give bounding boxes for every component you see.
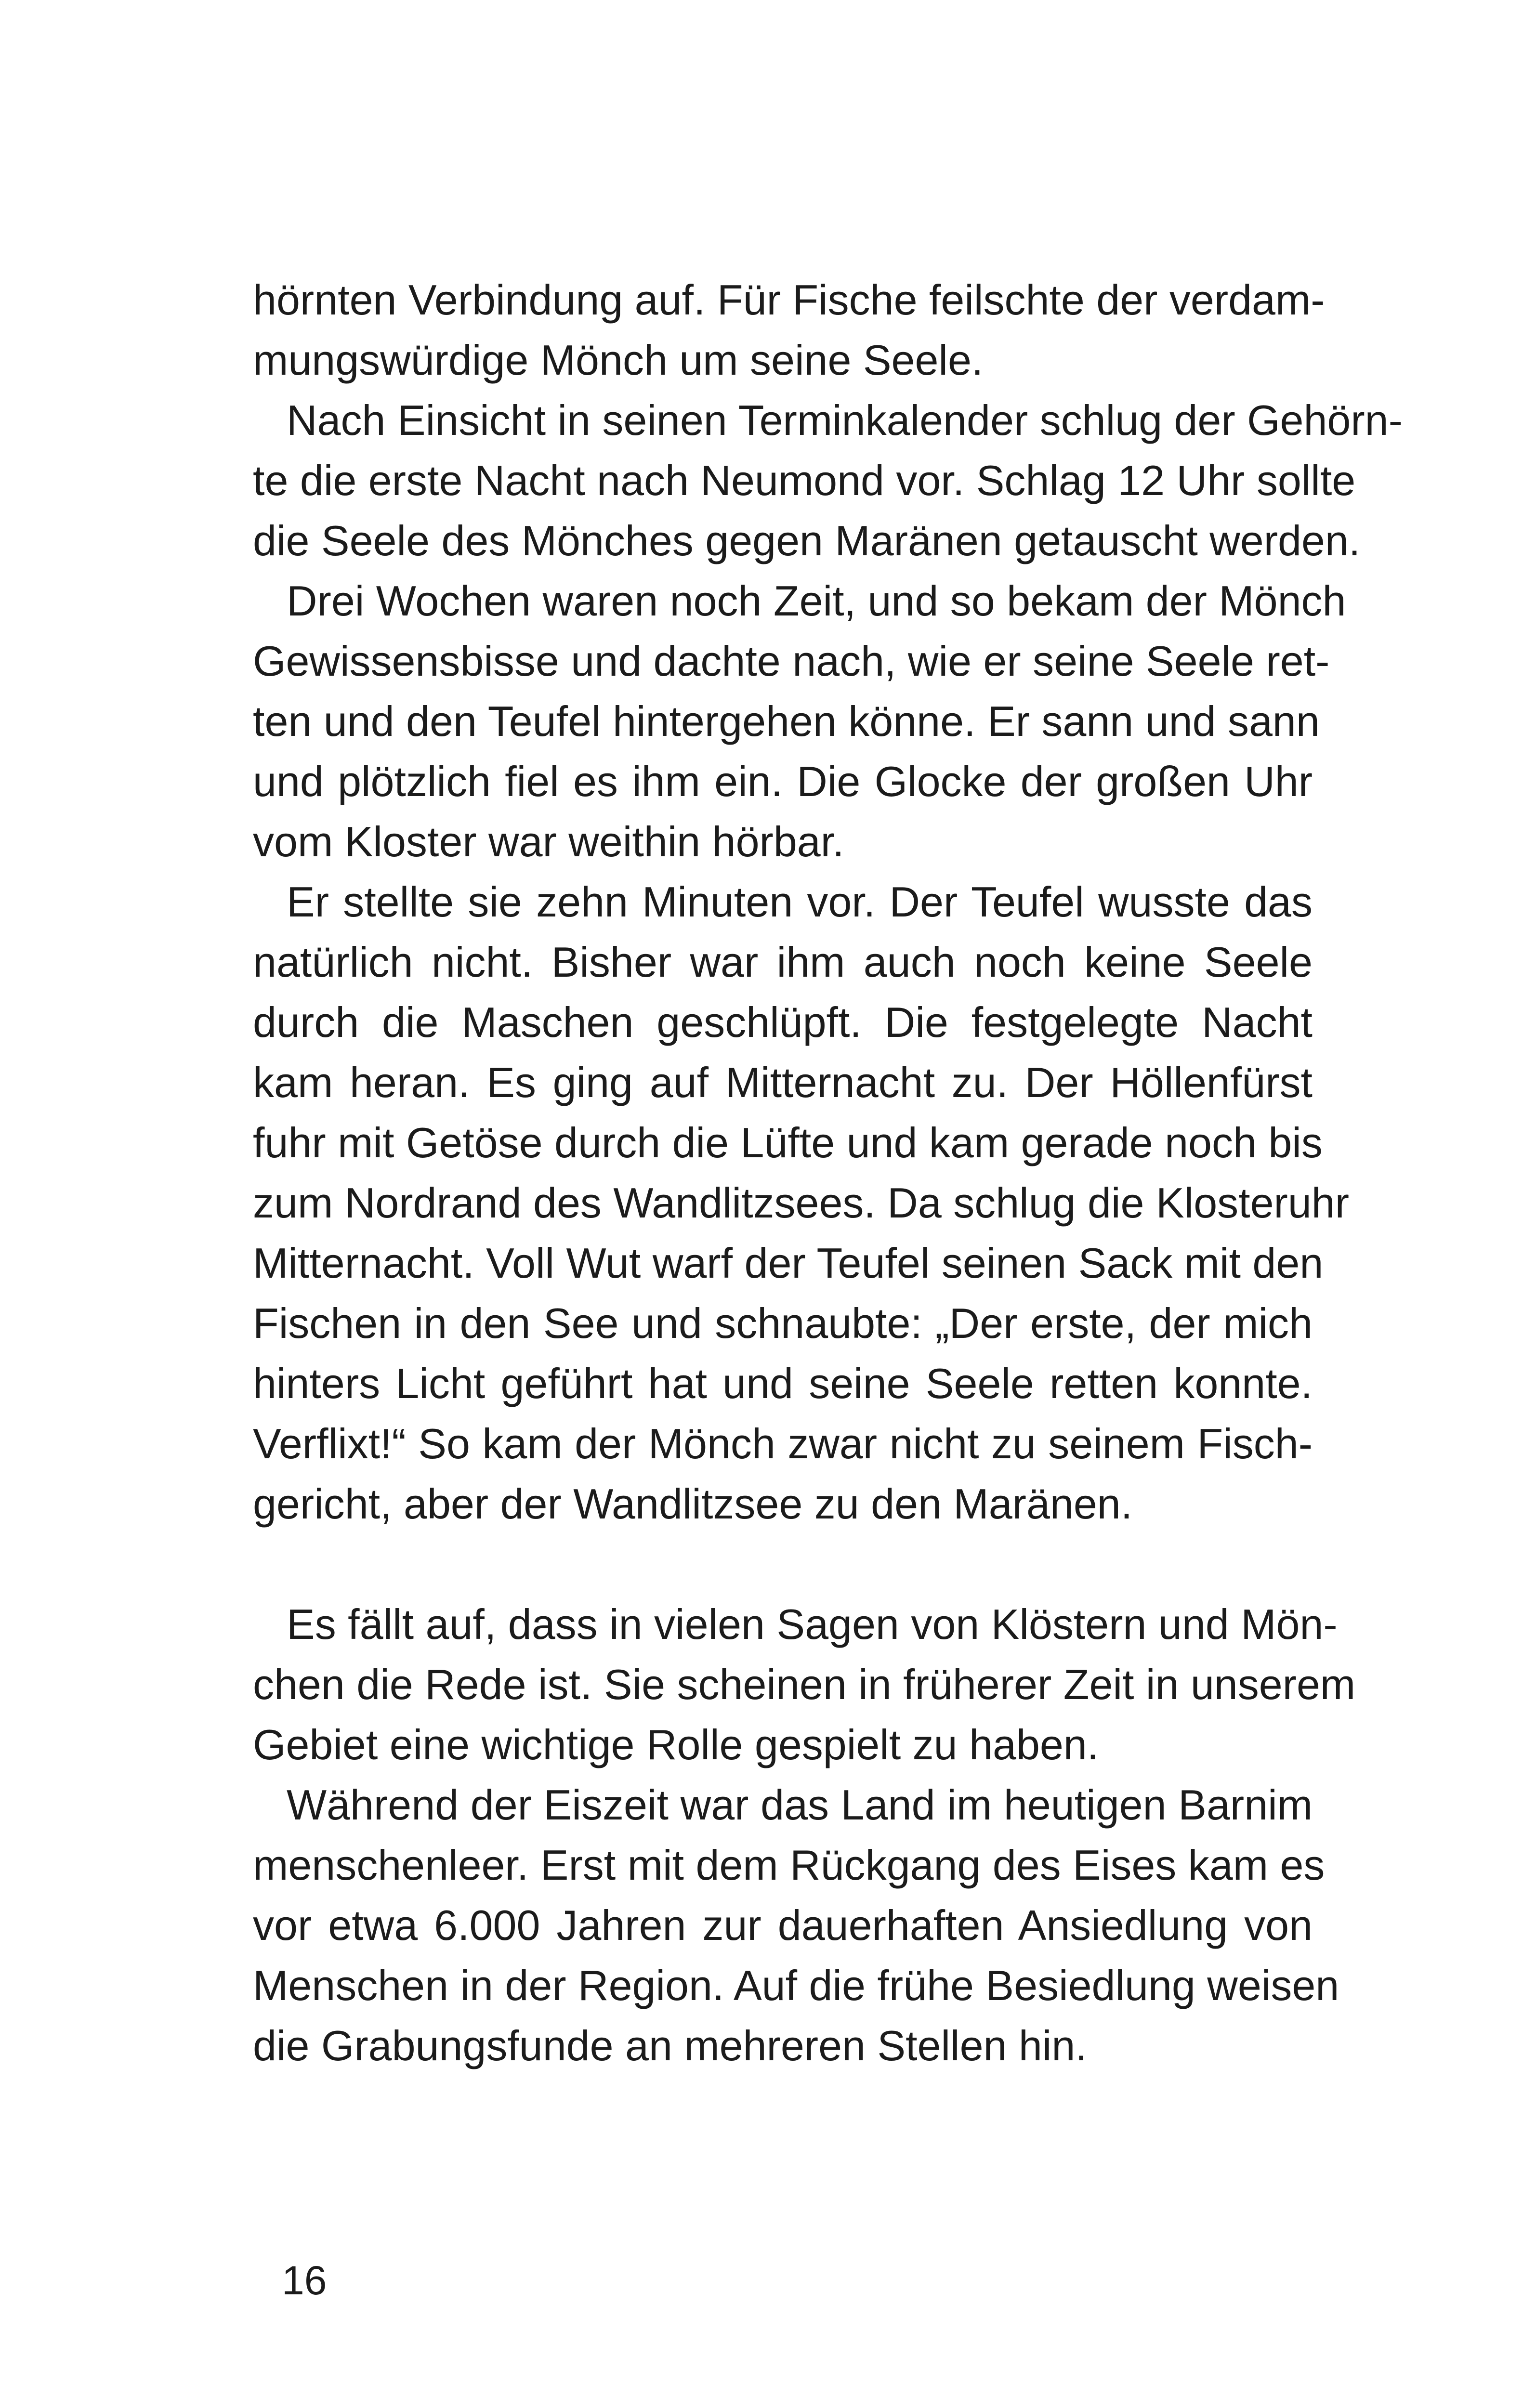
text-line: hinters Licht geführt hat und seine Seele retten konnte. [253, 1360, 1313, 1407]
text-line: Nach Einsicht in seinen Terminkalender schlug der Gehörn- [287, 396, 1403, 444]
paragraph [253, 1775, 1339, 2076]
text-line: Mitternacht. Voll Wut warf der Teufel seinen Sack mit den [253, 1239, 1324, 1287]
text-line: mungswürdige Mönch um seine Seele. [253, 336, 984, 384]
text-line: Er stellte sie zehn Minuten vor. Der Teufel wusste das [287, 878, 1313, 926]
text-line: Fischen in den See und schnaubte: „Der erste, der mich [253, 1299, 1313, 1347]
text-line: kam heran. Es ging auf Mitternacht zu. Der Höllenfürst [253, 1059, 1313, 1106]
text-line: durch die Maschen geschlüpft. Die festgelegte Nacht [253, 998, 1313, 1046]
text-line: chen die Rede ist. Sie scheinen in früherer Zeit in unserem [253, 1661, 1356, 1708]
text-line: natürlich nicht. Bisher war ihm auch noch keine Seele [253, 938, 1313, 986]
text-line: te die erste Nacht nach Neumond vor. Schlag 12 Uhr sollte [253, 457, 1356, 504]
paragraph [253, 571, 1346, 872]
paragraph [253, 1594, 1356, 1775]
text-line: gericht, aber der Wandlitzsee zu den Maränen. [253, 1480, 1133, 1528]
page-number: 16 [282, 2258, 327, 2303]
text-line: und plötzlich fiel es ihm ein. Die Glocke der großen Uhr [253, 758, 1313, 805]
paragraph [253, 270, 1325, 390]
text-line: vom Kloster war weithin hörbar. [253, 818, 844, 865]
body-text [253, 270, 1403, 2076]
text-line: Verflixt!“ So kam der Mönch zwar nicht zu seinem Fisch- [253, 1420, 1313, 1467]
text-line: die Grabungsfunde an mehreren Stellen hin. [253, 2022, 1087, 2069]
text-line: Gewissensbisse und dachte nach, wie er seine Seele ret- [253, 637, 1330, 685]
paragraph-gap [253, 1534, 1313, 1594]
text-line: Gebiet eine wichtige Rolle gespielt zu haben. [253, 1721, 1099, 1768]
text-line: Drei Wochen waren noch Zeit, und so bekam der Mönch [287, 577, 1346, 625]
text-line: hörnten Verbindung auf. Für Fische feilschte der verdam- [253, 276, 1325, 324]
text-line: ten und den Teufel hintergehen könne. Er sann und sann [253, 697, 1320, 745]
text-line: die Seele des Mönches gegen Maränen getauscht werden. [253, 517, 1361, 564]
text-line: Es fällt auf, dass in vielen Sagen von Klöstern und Mön- [287, 1600, 1338, 1648]
text-line: fuhr mit Getöse durch die Lüfte und kam gerade noch bis [253, 1119, 1323, 1166]
text-line: zum Nordrand des Wandlitzsees. Da schlug die Klosteruhr [253, 1179, 1350, 1227]
paragraph [253, 872, 1350, 1534]
text-line: menschenleer. Erst mit dem Rückgang des Eises kam es [253, 1841, 1325, 1889]
text-line: Menschen in der Region. Auf die frühe Besiedlung weisen [253, 1962, 1339, 2009]
text-line: vor etwa 6.000 Jahren zur dauerhaften Ansiedlung von [253, 1901, 1313, 1949]
text-line: Während der Eiszeit war das Land im heutigen Barnim [287, 1781, 1313, 1829]
paragraph [253, 390, 1403, 571]
